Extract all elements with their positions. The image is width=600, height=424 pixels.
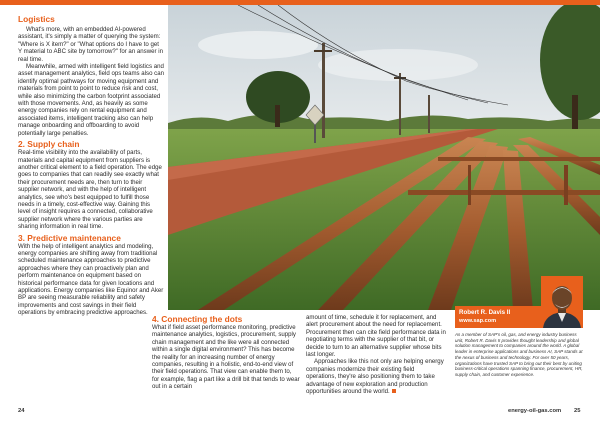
heading-supply-chain: 2. Supply chain bbox=[18, 139, 80, 150]
article-end-mark bbox=[392, 389, 396, 393]
pipeline-photo bbox=[168, 5, 600, 310]
connecting-paragraph-3 bbox=[306, 358, 446, 395]
heading-logistics: Logistics bbox=[18, 14, 55, 24]
page-number-right: 25 bbox=[574, 408, 581, 414]
page-number-left: 24 bbox=[18, 408, 25, 414]
author-bio-text: As a member of SAP's oil, gas, and energy industry business unit, Robert R. Davis II provides thought leadership and global solution management to companies around the world. A global leader in enterprise applications and business AI, SAP stands at the nexus of business and technology. For over 50 years, organizations have trusted SAP to bring out their best by uniting business-critical operations spanning finance, procurement, HR, supply chain, and customer experience. bbox=[455, 332, 583, 377]
author-website-link[interactable]: www.sap.com bbox=[459, 318, 497, 324]
connecting-paragraph-2: amount of time, schedule it for replacement, and alert procurement about the need for replacement. Procurement then can cite field performance data in negotiating terms with the supplier of that bit, or decide to turn to an alternative supplier whose bits last longer. bbox=[306, 314, 446, 359]
author-name: Robert R. Davis II bbox=[459, 309, 511, 316]
logistics-paragraph-1: What's more, with an embedded AI-powered assistant, it's simply a matter of querying the system: "Where is X item?" or "What options do I have to get Y material to ABC site by tomorrow?" for an answer in real time. bbox=[18, 26, 163, 63]
supply-chain-paragraph: Real-time visibility into the availability of parts, materials and capital equipment from suppliers is another critical element to a field operation. The edge goes to companies that can readily see exactly what their procurement needs are, then turn to their supplier network, and with the help of intelligent analytics, see who's best equipped to fulfill those needs in a timely, cost-effective way. Gaining this level of insight requires a connected, collaborative supplier network where the various parties are sharing information in real time. bbox=[18, 149, 162, 231]
middle-column bbox=[152, 314, 300, 391]
author-portrait-image bbox=[541, 276, 583, 328]
logistics-paragraph-2: Meanwhile, armed with intelligent field logistics and asset management analytics, field ops teams also can identify optimal pathways for moving equipment and materials from point to point to reduce risk and cost, while also minimizing the carbon footprint associated with those movements. And, as heavily as some energy companies rely on rental equipment and associated items, intelligent tracking also can help manage onboarding and offboarding to avoid potentially large penalties. bbox=[18, 63, 164, 137]
author-bio-header bbox=[455, 306, 583, 328]
predictive-paragraph: With the help of intelligent analytics and modeling, energy companies are shifting away from traditional scheduled maintenance approaches to predictive approaches where they can proactively plan and perform maintenance on equipment based on historical performance data for given locations and applications. Energy companies like Equinor and Aker BP are seeing measurable reliability and safety improvements and cost savings in their field operations by embracing predictive approaches. bbox=[18, 242, 164, 317]
right-column bbox=[306, 314, 446, 395]
connecting-paragraph-1: What if field asset performance monitoring, predictive maintenance analytics, logistics, procurement, supply chain management and the like were all connected within a single digital environment? This has become the reality for an increasing number of energy companies, resulting in a holistic, end-to-end view of their field operations. That view can enable them to, for example, flag a part like a drill bit that tends to wear out in a certain bbox=[152, 324, 300, 391]
connecting-paragraph-3-text: Approaches like this not only are helping energy companies modernize their existing field operations, they're also positioning them to take advantage of new exploration and production opportunities around the world. bbox=[306, 358, 444, 396]
left-column bbox=[18, 14, 164, 317]
website-footer: energy-oil-gas.com bbox=[508, 408, 562, 414]
heading-predictive-maintenance: 3. Predictive maintenance bbox=[18, 232, 121, 243]
heading-connecting-the-dots: 4. Connecting the dots bbox=[152, 314, 243, 324]
author-bio-box bbox=[455, 306, 583, 418]
